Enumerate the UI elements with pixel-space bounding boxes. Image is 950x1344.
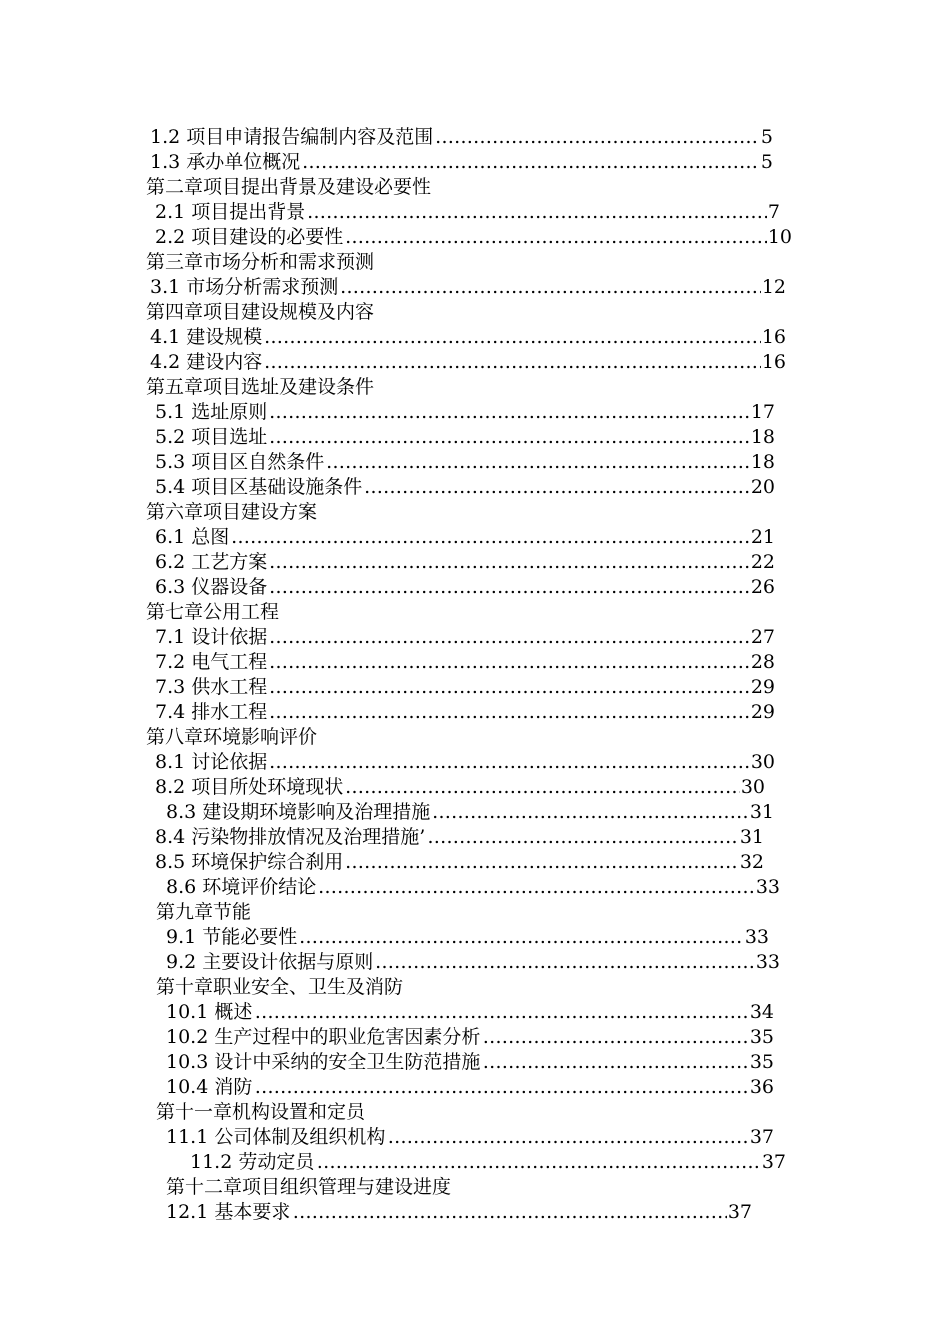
toc-entry: 10.4 消防 ……………………………………………………………………………………………………………………………………………………………………………………………………………………… 36 <box>166 1075 774 1099</box>
toc-entry: 8.3 建设期环境影响及治理措施 ……………………………………………………………………………………………………………………………………………………………………………………………………………………… 31 <box>166 800 774 824</box>
toc-entry: 5.2 项目选址 ……………………………………………………………………………………………………………………………………………………………………………………………………………………… 18 <box>155 425 775 449</box>
toc-entry: 8.4 污染物排放情况及治理措施’ ……………………………………………………………………………………………………………………………………………………………………………………………………………………… 31 <box>155 825 764 849</box>
toc-entry: 3.1 市场分析需求预测 ……………………………………………………………………………………………………………………………………………………………………………………………………………………… 12 <box>150 275 786 299</box>
toc-entry: 8.2 项目所处环境现状 ……………………………………………………………………………………………………………………………………………………………………………………………………………………… 30 <box>155 775 765 799</box>
chapter-heading: 第二章项目提出背景及建设必要性 <box>146 176 432 198</box>
toc-entry: 11.2 劳动定员 ……………………………………………………………………………………………………………………………………………………………………………………………………………………… 37 <box>190 1150 786 1174</box>
toc-entry: 7.2 电气工程 ……………………………………………………………………………………………………………………………………………………………………………………………………………………… 28 <box>155 650 775 674</box>
toc-entry: 5.4 项目区基础设施条件 ……………………………………………………………………………………………………………………………………………………………………………………………………………………… 20 <box>155 475 775 499</box>
toc-entry: 8.5 环境保护综合刹用 ……………………………………………………………………………………………………………………………………………………………………………………………………………………… 32 <box>155 850 764 874</box>
toc-entry: 9.2 主要设计依据与原则 ……………………………………………………………………………………………………………………………………………………………………………………………………………………… 33 <box>166 950 780 974</box>
toc-entry: 10.3 设计中采纳的安全卫生防范措施 ……………………………………………………………………………………………………………………………………………………………………………………………………………………… 35 <box>166 1050 774 1074</box>
chapter-heading: 第十章职业安全、卫生及消防 <box>156 976 404 998</box>
toc-entry: 4.1 建设规模 ……………………………………………………………………………………………………………………………………………………………………………………………………………………… 16 <box>150 325 786 349</box>
chapter-heading: 第十一章机构设置和定员 <box>156 1101 366 1123</box>
toc-entry: 7.4 排水工程 ……………………………………………………………………………………………………………………………………………………………………………………………………………………… 29 <box>155 700 775 724</box>
chapter-heading: 第八章环境影响评价 <box>146 726 318 748</box>
chapter-heading: 第四章项目建设规模及内容 <box>146 301 375 323</box>
toc-entry: 12.1 基本要求 ……………………………………………………………………………………………………………………………………………………………………………………………………………………… 37 <box>166 1200 752 1224</box>
toc-entry: 7.1 设计依据 ……………………………………………………………………………………………………………………………………………………………………………………………………………………… 27 <box>155 625 775 649</box>
chapter-heading: 第七章公用工程 <box>146 601 280 623</box>
toc-entry: 1.3 承办单位概况 ……………………………………………………………………………………………………………………………………………………………………………………………………………………… 5 <box>150 150 773 174</box>
toc-entry: 6.3 仪器设备 ……………………………………………………………………………………………………………………………………………………………………………………………………………………… 26 <box>155 575 775 599</box>
toc-entry: 10.1 概述 ……………………………………………………………………………………………………………………………………………………………………………………………………………………… 34 <box>166 1000 774 1024</box>
toc-entry: 5.3 项目区自然条件 ……………………………………………………………………………………………………………………………………………………………………………………………………………………… 18 <box>155 450 775 474</box>
chapter-heading: 第十二章项目组织管理与建设进度 <box>166 1176 452 1198</box>
toc-entry: 6.1 总图 ……………………………………………………………………………………………………………………………………………………………………………………………………………………… 21 <box>155 525 775 549</box>
toc-entry: 2.1 项目提出背景 ……………………………………………………………………………………………………………………………………………………………………………………………………………………… 7 <box>155 200 780 224</box>
chapter-heading: 第五章项目选址及建设条件 <box>146 376 375 398</box>
toc-entry: 4.2 建设内容 ……………………………………………………………………………………………………………………………………………………………………………………………………………………… 16 <box>150 350 786 374</box>
toc-entry: 8.1 讨论依据 ……………………………………………………………………………………………………………………………………………………………………………………………………………………… 30 <box>155 750 775 774</box>
toc-entry: 11.1 公司体制及组织机构 ……………………………………………………………………………………………………………………………………………………………………………………………………………………… 37 <box>166 1125 774 1149</box>
toc-entry: 6.2 工艺方案 ……………………………………………………………………………………………………………………………………………………………………………………………………………………… 22 <box>155 550 775 574</box>
toc-entry: 1.2 项目申请报告编制内容及范围 ……………………………………………………………………………………………………………………………………………………………………………………………………………………… 5 <box>150 125 773 149</box>
chapter-heading: 第九章节能 <box>156 901 252 923</box>
toc-entry: 10.2 生产过程中的职业危害因素分析 ……………………………………………………………………………………………………………………………………………………………………………………………………………………… 35 <box>166 1025 774 1049</box>
toc-entry: 7.3 供水工程 ……………………………………………………………………………………………………………………………………………………………………………………………………………………… 29 <box>155 675 775 699</box>
toc-entry: 8.6 环境评价结论 ……………………………………………………………………………………………………………………………………………………………………………………………………………………… 33 <box>166 875 780 899</box>
toc-entry: 9.1 节能必要性 ……………………………………………………………………………………………………………………………………………………………………………………………………………………… 33 <box>166 925 769 949</box>
toc-entry: 5.1 选址原则 ……………………………………………………………………………………………………………………………………………………………………………………………………………………… 17 <box>155 400 775 424</box>
toc-entry: 2.2 项目建设的必要性 ……………………………………………………………………………………………………………………………………………………………………………………………………………………… 10 <box>155 225 792 249</box>
chapter-heading: 第六章项目建设方案 <box>146 501 318 523</box>
chapter-heading: 第三章市场分析和需求预测 <box>146 251 375 273</box>
